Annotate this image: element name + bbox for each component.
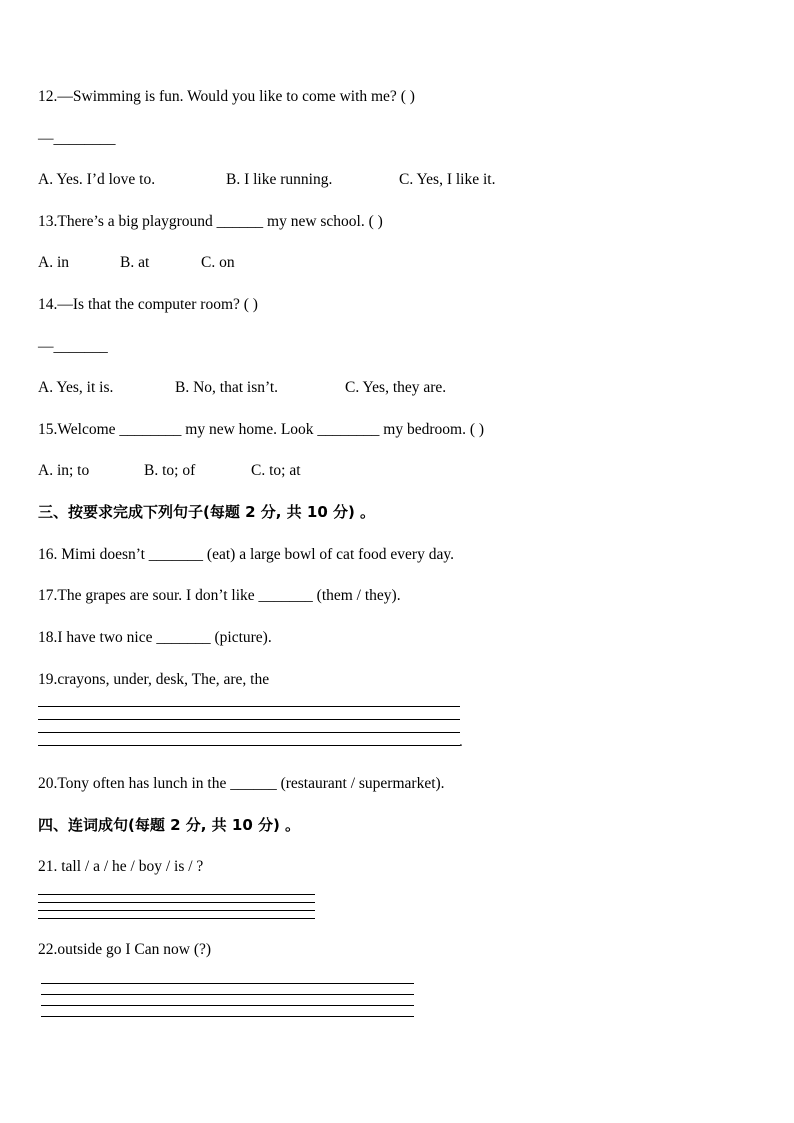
writing-line (41, 1016, 414, 1017)
q22-text: 22.outside go I Can now (?) (38, 941, 212, 958)
q14-option-a: A. Yes, it is. (38, 379, 114, 396)
q18-text: 18.I have two nice _______ (picture). (38, 629, 272, 646)
q15-options (38, 461, 301, 481)
q12-option-a: A. Yes. I’d love to. (38, 171, 156, 188)
writing-line (38, 745, 460, 746)
q12-option-b: B. I like running. (226, 171, 333, 188)
q14-option-b: B. No, that isn’t. (175, 379, 279, 396)
writing-line (38, 719, 460, 720)
q17-text: 17.The grapes are sour. I don’t like _______ (them / they). (38, 587, 401, 604)
q12-answer-line: —________ (38, 130, 116, 147)
q15-option-c: C. to; at (251, 462, 301, 479)
q14-stem: 14.—Is that the computer room? ( ) (38, 296, 258, 313)
writing-line (38, 902, 315, 903)
q12-stem: 12.—Swimming is fun. Would you like to come with me? ( ) (38, 88, 415, 105)
q15-option-a: A. in; to (38, 462, 90, 479)
q15-stem: 15.Welcome ________ my new home. Look ________ my bedroom. ( ) (38, 421, 485, 438)
q14-answer-line: —_______ (38, 338, 108, 355)
q19-text: 19.crayons, under, desk, The, are, the (38, 671, 270, 688)
writing-line (38, 910, 315, 911)
writing-line (41, 1005, 414, 1006)
q20-text: 20.Tony often has lunch in the ______ (restaurant / supermarket). (38, 775, 445, 792)
section-3-heading: 三、按要求完成下列句子(每题 2 分, 共 10 分) 。 (38, 503, 376, 521)
writing-line (38, 706, 460, 707)
writing-line (38, 732, 460, 733)
writing-line (41, 983, 414, 984)
q21-text: 21. tall / a / he / boy / is / ? (38, 858, 204, 875)
q14-options (38, 378, 446, 398)
writing-line (38, 918, 315, 919)
writing-line (41, 994, 414, 995)
q19-end-mark: . (459, 734, 463, 750)
writing-line (38, 894, 315, 895)
q12-option-c: C. Yes, I like it. (399, 171, 496, 188)
q13-stem: 13.There’s a big playground ______ my new school. ( ) (38, 213, 383, 230)
q13-option-a: A. in (38, 254, 69, 271)
q14-option-c: C. Yes, they are. (345, 379, 447, 396)
q12-options (38, 170, 495, 190)
section-4-heading: 四、连词成句(每题 2 分, 共 10 分) 。 (38, 816, 301, 834)
q13-option-b: B. at (120, 254, 150, 271)
q13-options (38, 253, 235, 273)
q16-text: 16. Mimi doesn’t _______ (eat) a large bowl of cat food every day. (38, 546, 454, 563)
q13-option-c: C. on (201, 254, 235, 271)
q15-option-b: B. to; of (144, 462, 196, 479)
